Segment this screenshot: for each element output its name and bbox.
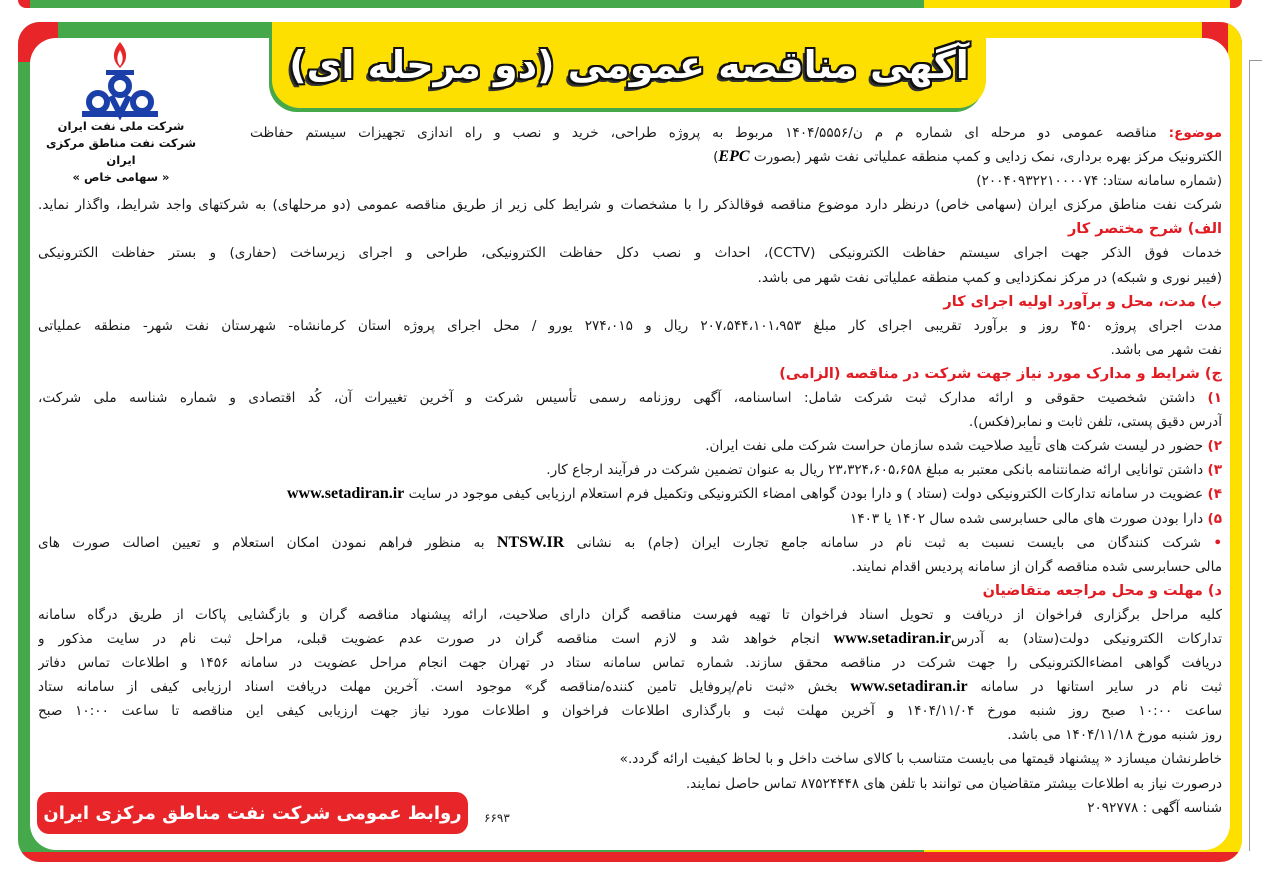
- title-banner: [272, 22, 986, 108]
- intro-paragraph: شرکت نفت مناطق مرکزی ایران (سهامی خاص) درنظر دارد موضوع مناقصه فوقالذکر را با مشخصات و شرایط کلی زیر از طریق مناقصه عمومی (دو مرحلهای) به شرکتهای واجد شرایط، واگذار نماید.: [38, 197, 1222, 214]
- requirement-item-2: [38, 434, 1222, 458]
- section-a-text: خدمات فوق الذکر جهت اجرای سیستم حفاظت الکترونیکی (CCTV)، احداث و نصب دکل حفاظت الکترونیکی، طراحی و اجرای زیرساخت (حفاری) و بستر حفاظت الکترونیکی: [38, 245, 1222, 262]
- setadiran-link[interactable]: www.setadiran.ir: [850, 678, 968, 696]
- section-d-text: [38, 675, 1222, 699]
- epc-label: EPC: [718, 148, 750, 166]
- publisher-banner: [37, 792, 468, 834]
- requirement-item-1-cont: آدرس دقیق پستی، تلفن ثابت و نمابر(فکس).: [968, 414, 1222, 431]
- requirement-item-4: [38, 482, 1222, 506]
- item-text: حضور در لیست شرکت های تأیید صلاحیت شده سازمان حراست شرکت ملی نفت ایران.: [705, 438, 1208, 455]
- subject-text: مناقصه عمومی دو مرحله ای شماره م م ن/۱۴۰۴/۵۵۵۶ مربوط به پروژه طراحی، خرید و نصب و راه اندازی تجهیزات سیستم حفاظت: [250, 125, 1157, 141]
- previous-ad-border: [18, 0, 1242, 8]
- section-b-text: مدت اجرای پروژه ۴۵۰ روز و برآورد تقریبی اجرای کار مبلغ ۲۰۷،۵۴۴،۱۰۱،۹۵۳ ریال و ۲۷۴،۰۱۵ یورو / محل اجرای پروژه استان کرمانشاه- شهرستان نفت شهر- منطقه عملیاتی: [38, 317, 1222, 334]
- item-number: ۳): [1207, 462, 1222, 479]
- nioc-logo-icon: [70, 40, 170, 120]
- note-text: به منظور فراهم نمودن امکان استعلام و تعیین اصالت صورت های: [38, 534, 497, 551]
- ntsw-note-cont: مالی حسابرسی شده مناقصه گران از سامانه پردیس اقدام نمایند.: [851, 558, 1222, 575]
- item-number: ۵): [1207, 510, 1222, 527]
- publisher-name: روابط عمومی شرکت نفت مناطق مرکزی ایران: [43, 802, 462, 824]
- company-name-nioc: شرکت ملی نفت ایران: [57, 119, 185, 133]
- requirement-item-1: [38, 386, 1222, 410]
- requirement-item-5: [38, 507, 1222, 531]
- item-text: دارا بودن صورت های مالی حسابرسی شده سال ۱۴۰۲ یا ۱۴۰۳: [850, 510, 1208, 527]
- section-b-heading: ب) مدت، محل و برآورد اولیه اجرای کار: [943, 293, 1222, 310]
- section-d-text: ساعت ۱۰:۰۰ صبح روز شنبه مورخ ۱۴۰۴/۱۱/۰۴ و آخرین مهلت ثبت و بارگذاری اطلاعات فراخوان و اطلاعات مورد نیاز جهت ارزیابی کیفی این مناقصه تا ساعت ۱۰:۰۰ صبح: [38, 703, 1222, 720]
- company-type: « سهامی خاص »: [72, 170, 170, 184]
- text: بخش «ثبت نام/پروفایل تامین کننده/مناقصه گر» موجود است. آخرین مهلت دریافت اسناد ارزیابی کیفی از سامانه ستاد: [38, 679, 851, 696]
- bullet-icon: •: [1213, 534, 1222, 551]
- section-c-heading: ج) شرایط و مدارک مورد نیاز جهت شرکت در مناقصه (الزامی): [779, 365, 1222, 382]
- ad-code: ۶۶۹۳: [484, 811, 510, 825]
- contact-text: درصورت نیاز به اطلاعات بیشتر متقاضیان می توانند با تلفن های ۸۷۵۲۴۴۴۸ تماس حاصل نمایند.: [685, 775, 1222, 792]
- subject-text: ): [713, 149, 719, 166]
- requirement-item-3: [38, 458, 1222, 482]
- section-b-text: نفت شهر می باشد.: [1110, 341, 1222, 358]
- ad-title: آگهی مناقصه عمومی (دو مرحله ای): [289, 43, 969, 87]
- section-a-heading: الف) شرح مختصر کار: [1067, 221, 1222, 238]
- ntsw-note: [38, 531, 1222, 555]
- text: ثبت نام در سایر استانها در سامانه: [967, 679, 1222, 696]
- note-text: شرکت کنندگان می بایست نسبت به ثبت نام در سامانه جامع تجارت ایران (جام) به نشانی: [564, 534, 1214, 551]
- item-text: عضویت در سامانه تدارکات الکترونیکی دولت (ستاد ) و دارا بودن گواهی امضاء الکترونیکی وتکمیل فرم استعلام ارزیابی کیفی موجود در سایت: [404, 486, 1208, 503]
- section-d-text: کلیه مراحل برگزاری فراخوان از دریافت و تحویل اسناد فراخوان تا تهیه فهرست مناقصه گران دارای صلاحیت، ارائه پیشنهاد مناقصه گران و بازگشایی پاکات از طریق درگاه سامانه: [38, 606, 1222, 623]
- section-a-text: (فیبر نوری و شبکه) در مرکز نمکزدایی و کمپ منطقه عملیاتی نفت شهر می باشد.: [757, 269, 1222, 286]
- ntsw-link[interactable]: NTSW.IR: [496, 533, 565, 551]
- item-number: ۱): [1207, 390, 1222, 407]
- frame-right-border: [1228, 22, 1242, 862]
- section-d-heading: د) مهلت و محل مراجعه متقاضیان: [982, 582, 1222, 599]
- item-text: داشتن شخصیت حقوقی و ارائه مدارک ثبت شرکت شامل: اساسنامه، آگهی روزنامه رسمی تأسیس شرکت و آخرین تغییرات آن، کُد اقتصادی و شماره شناسه ملی شرکت،: [38, 390, 1208, 407]
- section-d-text: روز شنبه مورخ ۱۴۰۴/۱۱/۱۸ می باشد.: [1007, 727, 1222, 744]
- setadiran-link[interactable]: www.setadiran.ir: [833, 629, 951, 647]
- setad-number: (شماره سامانه ستاد: ۲۰۰۴۰۹۳۲۲۱۰۰۰۰۷۴): [976, 173, 1222, 190]
- subject-text: الکترونیک مرکز بهره برداری، نمک زدایی و کمپ منطقه عملیاتی نفت شهر (بصورت: [749, 149, 1222, 166]
- ad-body: [38, 121, 1222, 820]
- adjacent-column-border: [1249, 60, 1262, 851]
- item-number: ۲): [1207, 438, 1222, 455]
- section-d-text: دریافت گواهی امضاءالکترونیکی را جهت شرکت در مناقصه محقق سازند. شماره تماس سامانه ستاد در تهران جهت انجام مراحل عضویت در سامانه ۱۴۵۶ و اطلاعات تماس دفاتر: [38, 655, 1222, 672]
- reminder-text: خاطرنشان میسازد « پیشنهاد قیمتها می بایست متناسب با کالای ساخت داخل و با لحاظ کیفیت ارائه گردد.»: [619, 751, 1222, 768]
- item-text: داشتن توانایی ارائه ضمانتنامه بانکی معتبر به مبلغ ۲۳،۳۲۴،۶۰۵،۶۵۸ ریال به عنوان تضمین شرکت در فرآیند ارجاع کار.: [546, 462, 1208, 479]
- company-name-iccoc: شرکت نفت مناطق مرکزی ایران: [45, 136, 197, 167]
- item-number: ۴): [1207, 486, 1222, 503]
- setadiran-link[interactable]: www.setadiran.ir: [286, 485, 405, 503]
- frame-bottom-border: [18, 852, 1242, 862]
- subject-line: [250, 121, 1222, 145]
- text: تدارکات الکترونیکی دولت(ستاد) به آدرس: [950, 630, 1222, 647]
- subject-label: موضوع:: [1168, 125, 1222, 141]
- section-d-text: [38, 627, 1222, 651]
- ad-id: شناسه آگهی : ۲۰۹۲۷۷۸: [1087, 799, 1222, 816]
- text: انجام خواهد شد و لازم است مناقصه گران در صورت عدم عضویت قبلی، مراحل ثبت نام در سایت مذکور و: [38, 630, 834, 647]
- subject-line: [250, 145, 1222, 169]
